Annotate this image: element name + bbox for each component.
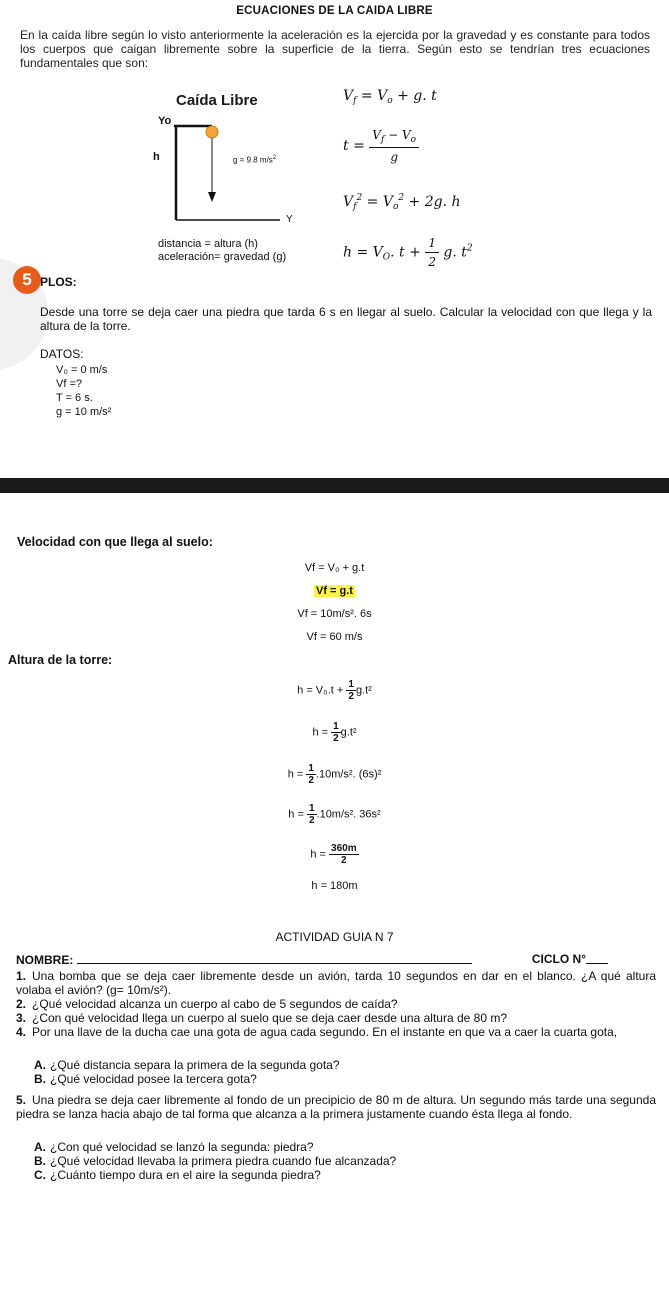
datos-item: Vf =?	[56, 378, 82, 390]
height-step-2: h = $\frac{1}{2}$ g.t²	[312, 721, 357, 744]
diagram-caption: distancia = altura (h) aceleración= gravedad (g)	[158, 238, 287, 263]
question-5-a: A. ¿Con qué velocidad se lanzó la segunda: piedra?	[34, 1140, 314, 1154]
formula-h: $h = V_O$. t + $\frac{1}{2}$ g. $t^2$	[343, 236, 473, 269]
height-step-4: h = $\frac{1}{2}$ .10m/s². 36s²	[288, 803, 381, 826]
name-row	[16, 952, 656, 967]
cycle-field-line	[586, 963, 608, 964]
diagram-y-label: Y	[286, 214, 293, 225]
height-heading: Altura de la torre:	[8, 653, 113, 667]
velocity-heading: Velocidad con que llega al suelo:	[17, 535, 213, 549]
document-page-2	[0, 493, 669, 1310]
diagram-title: Caída Libre	[176, 92, 258, 109]
diagram-g-label: g = 9.8 $m/s^2$	[233, 155, 277, 165]
velocity-step-3: Vf = 10m/s². 6s	[297, 608, 372, 620]
examples-heading: PLOS:	[40, 275, 77, 289]
question-2: 2. ¿Qué velocidad alcanza un cuerpo al cabo de 5 segundos de caída?	[16, 997, 398, 1011]
datos-item: g = 10 m/s²	[56, 406, 112, 418]
arrow-head	[208, 192, 216, 202]
cycle-label: CICLO N°	[531, 952, 586, 966]
example-problem: Desde una torre se deja caer una piedra que tarda 6 s en llegar al suelo. Calcular la velocidad con que llega y la altura de la torre.	[40, 305, 652, 333]
datos-list	[56, 363, 111, 419]
diagram-h-label: h	[153, 151, 160, 163]
ball-icon	[206, 126, 218, 138]
question-4-a: A. ¿Qué distancia separa la primera de la segunda gota?	[34, 1058, 340, 1072]
question-5-b: B. ¿Qué velocidad llevaba la primera piedra cuando fue alcanzada?	[34, 1154, 397, 1168]
velocity-result: Vf = 60 m/s	[306, 631, 363, 643]
formula-t: t = $\frac{V_f - V_o}{g}$	[343, 128, 419, 164]
height-result: h = 180m	[311, 880, 358, 892]
question-5-c: C. ¿Cuánto tiempo dura en el aire la segunda piedra?	[34, 1168, 321, 1182]
name-field-line	[77, 952, 472, 964]
intro-paragraph: En la caída libre según lo visto anteriormente la aceleración es la ejercida por la gravedad y es constante para todos los cuerpos que caigan libremente sobre la superficie de la tierra. Según esto se tendrían tres ecuaciones fundamentales que son:	[20, 28, 650, 70]
velocity-step-2: Vf = g.t	[316, 585, 353, 597]
question-4: 4. Por una llave de la ducha cae una gota de agua cada segundo. En el instante en que va a caer la cuarta gota,	[16, 1025, 618, 1039]
question-3: 3. ¿Con qué velocidad llega un cuerpo al suelo que se deja caer desde una altura de 80 m?	[16, 1011, 507, 1025]
velocity-step-1: Vf = V₀ + g.t	[304, 562, 365, 574]
datos-item: T = 6 s.	[56, 392, 93, 404]
formula-vf: $V_f = V_o + g$. t	[343, 88, 437, 106]
datos-heading: DATOS:	[40, 347, 84, 361]
datos-item: V₀ = 0 m/s	[56, 364, 108, 376]
document-page-1	[0, 0, 669, 478]
height-step-3: h = $\frac{1}{2}$ .10m/s². (6s)²	[287, 763, 382, 786]
formula-vf-squared: $V_f^2 = V_o^2 + 2g$. h	[343, 193, 461, 212]
height-step-5: h = $\frac{360m}{2}$	[310, 843, 357, 866]
example-number-badge: 5	[13, 266, 41, 294]
activity-title: ACTIVIDAD GUIA N 7	[275, 930, 394, 944]
question-5: 5. Una piedra se deja caer libremente al fondo de un precipicio de 80 m de altura. Un segundo más tarde una segunda piedra se lanza hacia abajo de tal forma que alcanza a la primera justamente cuando ésta llega al fondo.	[16, 1093, 656, 1121]
diagram-yo-label: Yo	[158, 115, 172, 127]
free-fall-diagram	[160, 118, 300, 230]
name-label: NOMBRE:	[16, 953, 74, 967]
question-4-b: B. ¿Qué velocidad posee la tercera gota?	[34, 1072, 257, 1086]
page-separator	[0, 478, 669, 493]
height-step-1: h = V₀.t + $\frac{1}{2}$ g.t²	[297, 679, 372, 702]
question-1: 1. Una bomba que se deja caer libremente desde un avión, tarda 10 segundos en dar en el blanco. ¿A qué altura volaba el avión? (g= 10m/s²).	[16, 969, 656, 997]
page-title: ECUACIONES DE LA CAIDA LIBRE	[236, 5, 433, 17]
